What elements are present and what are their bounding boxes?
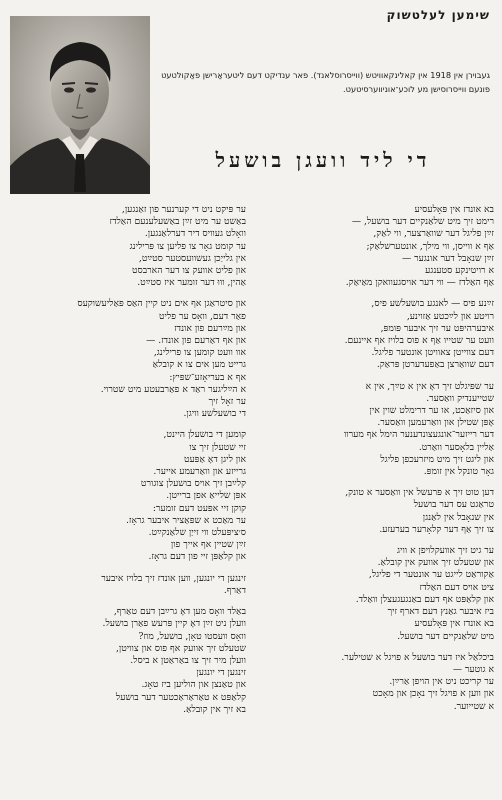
poem-line: א שטייוער. bbox=[453, 700, 494, 712]
poem-line: קוקן זיי אפּעט דעם זומער: bbox=[152, 502, 246, 514]
poem-line: ער זאָל זיך bbox=[208, 396, 246, 408]
stanza-gap bbox=[262, 289, 494, 298]
poem-line: אוו וועט קומען צו פרילינג, bbox=[153, 347, 246, 359]
poem-line: קלײַבן זיך אויס בושעלן צוגורט bbox=[140, 478, 246, 490]
portrait-image bbox=[10, 16, 150, 194]
poem-line: און סיזאַכט, או ער דרימלט שוין אין bbox=[369, 405, 494, 417]
stanza bbox=[262, 204, 494, 289]
poem-line: זינגען די יונגען, ווען אונדז זיך בלויז איבער bbox=[101, 572, 246, 584]
poem-line: זינגען די יונגען bbox=[196, 667, 246, 679]
poem-line: אַהין, וווּ דער זומער איז סטײַט. bbox=[137, 277, 246, 289]
stanza-gap bbox=[262, 478, 494, 487]
poem-line: אַליין בלאָסער וואַרט. bbox=[418, 441, 494, 453]
poem-line: גאָר טונקל אין זומפּ. bbox=[423, 466, 494, 478]
stanza-gap bbox=[10, 564, 246, 573]
poem-line: ער גיט זיך אוועקלויפן א וויג bbox=[397, 545, 494, 557]
poem-column-left bbox=[10, 204, 246, 796]
stanza-gap bbox=[262, 536, 494, 545]
poem-line: ס׳ציפּעלט ווי זייַן שלאַנקײַט. bbox=[148, 527, 246, 539]
poem-line: ביכלאַל איז דער בושעל א פויגל א שטילער. bbox=[341, 651, 494, 663]
poem-line: טראַגט עס דער בושעל bbox=[413, 499, 494, 511]
poem-line: קלאַפּט א טאַראַראַכטער דער בושעל bbox=[115, 691, 246, 703]
poem-line: ציט אויס דעם האַלדז bbox=[419, 581, 494, 593]
stanza bbox=[10, 298, 246, 420]
poem-line: וואָס וועסטו טאָן, בושעל, מוז? bbox=[138, 630, 246, 642]
poem-line: אַף א ווייסן, ווי מילך, אונטערשלאַק; bbox=[366, 240, 494, 252]
poem-line: אַף האַלדז — ווי דער אויסגעוואקן מאַיאַק. bbox=[345, 277, 494, 289]
stanza-gap bbox=[10, 597, 246, 606]
poem-line: וועט ער שטייו אַף א פוס בלויז אף איינעם. bbox=[344, 335, 494, 347]
poem-line: אַקוראַט לייגט ער אונטער די פליגל, bbox=[368, 569, 494, 581]
poem-line: זיי שטעלן זיך צו bbox=[189, 441, 246, 453]
poem-column-right bbox=[262, 204, 494, 796]
poem-line: דאַרף. bbox=[223, 584, 246, 596]
poem-line: גרייט מען אים צו א קובלאַ bbox=[152, 359, 246, 371]
poem-line: זײַן שטיין אף אייך פון bbox=[170, 539, 246, 551]
poem-line: שטעלט זיך אוועק אף פוס און צוויטן, bbox=[115, 642, 246, 654]
poem-line: באַשט ער מיט זײַן באַשעלענעם האַלדז bbox=[109, 216, 246, 228]
poem-line: מיט שלאַנקיים דער בושעל. bbox=[397, 630, 494, 642]
stanza-gap bbox=[10, 289, 246, 298]
poem-line: וועלן מיר זיך צו באַראַטן א ביסל. bbox=[130, 654, 246, 666]
poem-line: איבערהיפּט ער זיך איבער פּומפּ, bbox=[380, 322, 494, 334]
poem-line: זײַנע פיס — לאנגע בושעלשע פיס, bbox=[371, 298, 494, 310]
poem-line: ער מאַכט א שפּאַציר איבער גראָז. bbox=[126, 514, 246, 526]
stanza bbox=[10, 429, 246, 563]
poem-line: ער שפּיגלט זיך דאָ אין א טײַך, אין א bbox=[365, 380, 494, 392]
stanza bbox=[262, 487, 494, 536]
poem-line: רויטע און לײַכטע אַזוינע, bbox=[406, 310, 494, 322]
poem-line: בא אונדז אין פּאָלעסיע bbox=[414, 618, 494, 630]
poem-line: און ליגן דאָ אַפּעט bbox=[183, 453, 246, 465]
poem-line: שטייענדיק וואַסער. bbox=[426, 392, 494, 404]
poem-line: פאַר דעם, וואָס ער פליט bbox=[158, 310, 246, 322]
poem-line: און אף דאַרעם פון אונדז. — bbox=[146, 335, 246, 347]
stanza bbox=[10, 573, 246, 597]
poem-line: און ליגט זיך מיט מיזרעכפן פליגל bbox=[380, 453, 494, 465]
poem-line: וועלן ניט זײַן דאָ קיין פּרעש פאַרן בושעל. bbox=[102, 618, 246, 630]
poem-line: באַלד וואָס מען דאָ גרײַבן דעם טאַרף, bbox=[113, 606, 246, 618]
poem-line: דעם שוואַרצן באַפעדערטן פּראַק. bbox=[376, 359, 494, 371]
poem-line: זײַן שנאָבל דער אונגער — bbox=[402, 252, 494, 264]
poem-line: גרייזע און וואַרעמע אייער. bbox=[153, 466, 246, 478]
poem-line: דער רייזער־אונגעצונדענער הימל אף מערוו bbox=[343, 429, 494, 441]
poem-line: א הײַליגער ראַד א פאַרבעטע מיט שטרוי. bbox=[100, 383, 246, 395]
poem-line: רימט זיך מיט שלאַנקיים דער בושעל, — bbox=[351, 216, 494, 228]
poem-line: און סיטראַגן אף אים ניט קיין האַס פּאַליעשוקעס bbox=[77, 298, 246, 310]
stanza bbox=[262, 298, 494, 371]
poem-line: צו זיך אַף דער קלאָרער בערעזע. bbox=[379, 523, 494, 535]
poem-line: וואָלט געוויס דיר דערלאַנגען. bbox=[144, 228, 246, 240]
author-name: שימען לעלטשוק bbox=[386, 8, 490, 22]
stanza bbox=[262, 545, 494, 643]
poem-line: זײַן פליגל דער שוואַרצער, ווי לאַק, bbox=[373, 228, 494, 240]
poem-line: אָפּן שטילן און וואַרעמען וואַסער. bbox=[377, 417, 494, 429]
poem-line: קומען די בושעלן היינט, bbox=[163, 429, 246, 441]
poem-line: אין גלייַכן געשוועסטער סטײַט, bbox=[138, 252, 246, 264]
poem-line: און קלאַפּט אף דעם באַנגעגעצלן וואַלד. bbox=[355, 593, 494, 605]
author-bio: געבוירן אין 1918 אין קאלינקאוויטש (ווייסרוסלאנד). פאר ענדיקט דעם ליטעראַרישן פאַקולטעט פונעם ווייסרוסישן מע לוכע־אוניווערסיטעט. bbox=[161, 70, 490, 94]
poem-line: די בושעלשע וויגן. bbox=[183, 408, 246, 420]
poem-line: אפּן שלייאַ אפן ברייטן. bbox=[166, 490, 246, 502]
poem-line: און ווען א פויגל זיך נאָכן און מאָכט bbox=[372, 688, 494, 700]
stanza bbox=[10, 606, 246, 716]
poem-line: און שטעלט זיך אוועק אין קובלאַ. bbox=[377, 557, 494, 569]
stanza-gap bbox=[262, 643, 494, 652]
stanza bbox=[262, 652, 494, 713]
poem-line: דעם צווייטן צאוויטן אונטער פליגל. bbox=[371, 347, 494, 359]
author-portrait bbox=[10, 16, 150, 194]
stanza bbox=[10, 204, 246, 289]
poem-line: ער פּיקט ניט די קערנער פון זאַנגען, bbox=[121, 204, 246, 215]
poem-line: ער קומט גאָר צו פליען צו פּרילינג bbox=[129, 240, 246, 252]
poem-line: אף א בעריאָזע־שפּיץ: bbox=[169, 371, 246, 383]
poem-line: אין שנאָבל אין לאַנגן bbox=[422, 511, 494, 523]
poem-line: דען טוט זיך א פּרעשל אין וואַסער א טונק, bbox=[345, 487, 494, 499]
poem-line: און קלאַפּן זיי פון דעם גראָז. bbox=[148, 551, 246, 563]
poem-line: ער קריכט ניט אין הויפן אַרײַן. bbox=[389, 676, 494, 688]
poem-line: און פליט אוועק צו דער הארבסט bbox=[131, 265, 246, 277]
poem-line: א רויטינקע סטענגע bbox=[425, 265, 494, 277]
poem-line: און טאַנצן און הוליען ביז טאָג. bbox=[141, 679, 246, 691]
poem-line: ביז איבער גאַנץ דעם דארף זיך bbox=[387, 606, 494, 618]
stanza bbox=[262, 381, 494, 479]
poem-line: און מײַרעם פון אונדז bbox=[174, 322, 246, 334]
poem-line: א גוטער — bbox=[452, 663, 494, 675]
stanza-gap bbox=[10, 420, 246, 429]
poem-line: בא זיך אין קובלאַ. bbox=[183, 703, 246, 715]
poem-line: בא אונדז אין פּאָלעסיע bbox=[414, 204, 494, 215]
stanza-gap bbox=[262, 372, 494, 381]
poem-title: די ליד וועגן בושעל bbox=[215, 148, 431, 172]
